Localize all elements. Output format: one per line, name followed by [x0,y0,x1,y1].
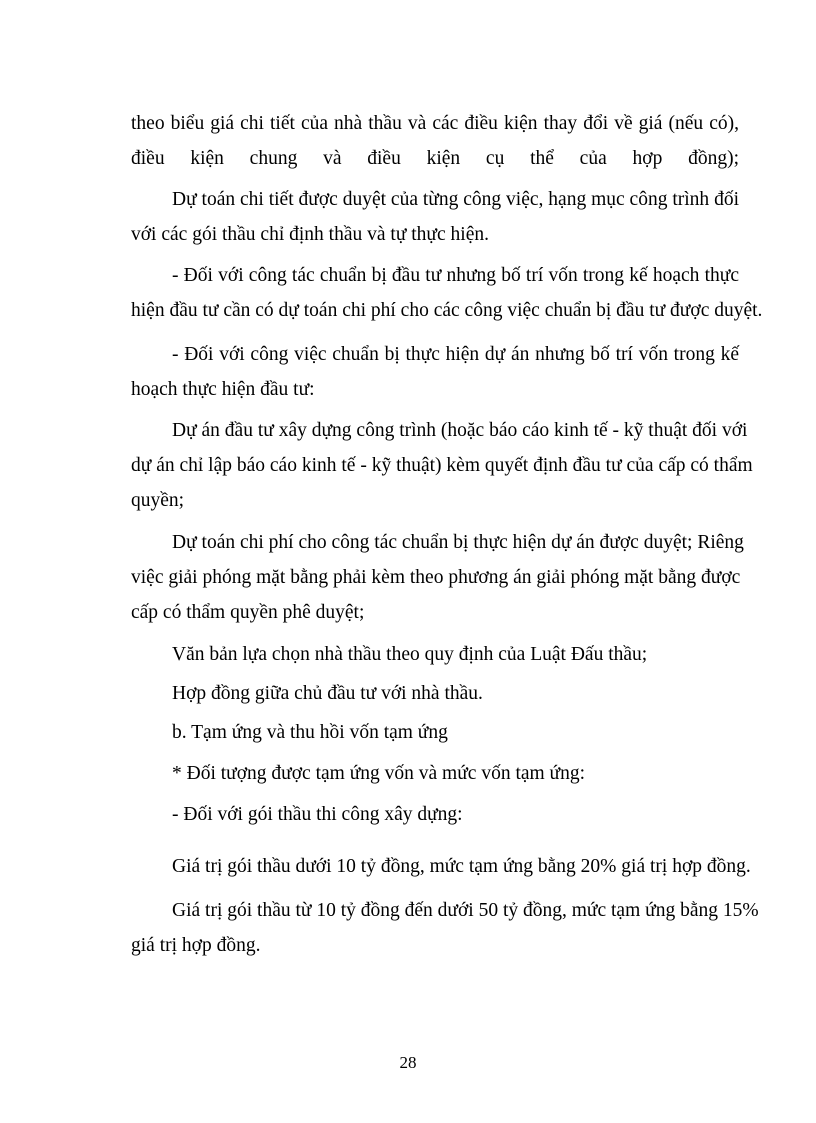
paragraph-7 [131,637,739,672]
text-line: giá trị hợp đồng. [131,935,261,956]
paragraph-13 [131,893,759,963]
paragraph-12 [131,849,751,884]
text-line: theo biểu giá chi tiết của nhà thầu và các điều kiện thay đổi về giá (nếu có), [131,113,739,134]
paragraph-2 [131,182,739,252]
text-line: - Đối với công việc chuẩn bị thực hiện dự án nhưng bố trí vốn trong kế [172,344,739,365]
text-line: Giá trị gói thầu dưới 10 tỷ đồng, mức tạm ứng bằng 20% giá trị hợp đồng. [172,856,751,877]
text-line: - Đối với gói thầu thi công xây dựng: [172,804,463,825]
text-line: với các gói thầu chỉ định thầu và tự thực hiện. [131,224,489,245]
paragraph-11 [131,797,739,832]
text-line: việc giải phóng mặt bằng phải kèm theo phương án giải phóng mặt bằng được [131,567,741,588]
text-line: Hợp đồng giữa chủ đầu tư với nhà thầu. [172,683,483,704]
section-heading [131,715,739,750]
paragraph-5 [131,413,753,518]
paragraph-10 [131,756,739,791]
text-line: Dự án đầu tư xây dựng công trình (hoặc báo cáo kinh tế - kỹ thuật đối với [172,420,748,441]
page-number: 28 [399,1053,417,1072]
text-line: b. Tạm ứng và thu hồi vốn tạm ứng [172,722,448,743]
paragraph-6 [131,525,744,630]
text-line: dự án chỉ lập báo cáo kinh tế - kỹ thuật) kèm quyết định đầu tư của cấp có thẩm [131,455,753,476]
text-line: điều kiện chung và điều kiện cụ thể của hợp đồng); [131,148,739,169]
text-line: Dự toán chi phí cho công tác chuẩn bị thực hiện dự án được duyệt; Riêng [172,532,744,553]
paragraph-4 [131,337,739,407]
text-line: Dự toán chi tiết được duyệt của từng công việc, hạng mục công trình đối [172,189,739,210]
text-line: Giá trị gói thầu từ 10 tỷ đồng đến dưới 50 tỷ đồng, mức tạm ứng bằng 15% [172,900,759,921]
text-line: hiện đầu tư cần có dự toán chi phí cho các công việc chuẩn bị đầu tư được duyệt. [131,300,763,321]
text-line: * Đối tượng được tạm ứng vốn và mức vốn tạm ứng: [172,763,586,784]
paragraph-8 [131,676,739,711]
text-line: hoạch thực hiện đầu tư: [131,379,315,400]
text-line: cấp có thẩm quyền phê duyệt; [131,602,365,623]
text-line: - Đối với công tác chuẩn bị đầu tư nhưng bố trí vốn trong kế hoạch thực [172,265,739,286]
paragraph-1 [131,106,739,176]
text-line: Văn bản lựa chọn nhà thầu theo quy định của Luật Đấu thầu; [172,644,648,665]
text-line: quyền; [131,490,185,511]
paragraph-3 [131,258,763,328]
